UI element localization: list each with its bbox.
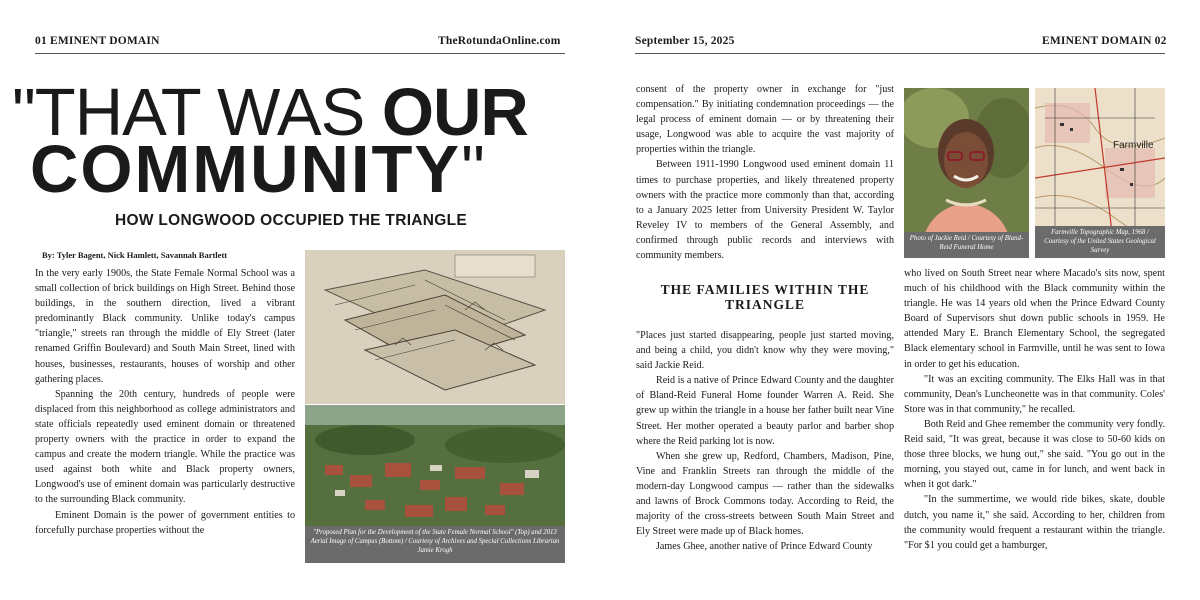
map-town-label: Farmville xyxy=(1113,140,1154,151)
headline-community: COMMUNITY xyxy=(30,132,462,207)
paragraph: Both Reid and Ghee remember the community very fondly. Reid said, "It was great, because it was close to 50-60 kids on those three blocks, we hung out," she said. "You go out in the morning, you stayed out, came in for lunch, and went back in when it got dark." xyxy=(904,418,1165,491)
campus-plan-sketch xyxy=(305,250,565,404)
reid-photo-caption: Photo of Jackie Reid / Courtesy of Bland-Reid Funeral Home xyxy=(904,232,1029,258)
article-column-2-top xyxy=(636,82,894,263)
paragraph: James Ghee, another native of Prince Edward County xyxy=(656,541,873,553)
header-rule xyxy=(635,53,1165,54)
paragraph: In the very early 1900s, the State Female Normal School was a small collection of brick buildings on High Street. Behind those buildings, in the southern direction, lived a vibrant predominantly Black community. Unlike today's campus "triangle," streets ran through the middle of Ely Street (later renamed Griffin Boulevard) and South Main Street, lined with houses, businesses, restaurants, houses of worship and other gathering places. xyxy=(35,268,295,385)
headline-line-2 xyxy=(30,132,590,207)
byline: By: Tyler Bagent, Nick Hamlett, Savannah Bartlett xyxy=(42,250,228,260)
site-url: TheRotundaOnline.com xyxy=(438,35,561,47)
article-column-2-bottom xyxy=(636,328,894,554)
map-caption: Farmville Topographic Map, 1968 / Courtesy of the United States Geological Survey xyxy=(1035,226,1165,258)
campus-plan-drawing xyxy=(305,250,565,404)
section-heading: THE FAMILIES WITHIN THE TRIANGLE xyxy=(660,282,870,312)
paragraph: "Places just started disappearing, people just started moving, and being a child, you didn't know why they were moving," said Jackie Reid. xyxy=(636,330,894,372)
date: September 15, 2025 xyxy=(635,35,735,47)
paragraph: When she grew up, Redford, Chambers, Madison, Pine, Vine and Franklin Streets ran through the middle of the modern-day Longwood campus — rather than the sidewalks and lawns of Brock Commons today. According to Reid, the majority of the cross-streets between South Main Street and Ely Street were made up of Black homes. xyxy=(636,450,894,538)
header-rule xyxy=(35,53,565,54)
headline-close-quote: " xyxy=(461,132,487,207)
paragraph: Between 1911-1990 Longwood used eminent domain 11 times to purchase properties, and likely threatened property owners with the practice more commonly than that, according to a January 2025 letter from University President W. Taylor Reveley IV to members of the General Assembly, and confirmed through public records and interviews with community members. xyxy=(636,159,894,262)
paragraph: Spanning the 20th century, hundreds of people were displaced from this neighborhood as college administrators and state officials repeatedly used eminent domain or threatened property owners with the practice in order to expand the campus and create the modern triangle. While the practice was used against both white and Black property owners, Longwood's use of eminent domain was particularly destructive to the surrounding Black community. xyxy=(35,388,295,506)
paragraph: "It was an exciting community. The Elks Hall was in that community, Dean's Luncheonette was in that community. Coles' Store was in that community," he recalled. xyxy=(904,373,1165,415)
paragraph: who lived on South Street near where Macado's sits now, spent much of his childhood with the Black community within the triangle. He was 14 years old when the Prince Edward County Board of Supervisors shut down public schools in 1959. He attended Mary E. Branch Elementary School, the segregated Black elementary school in Farmville, until he was sent to Iowa in order to get his education. xyxy=(904,268,1165,370)
paragraph: Eminent Domain is the power of government entities to forcefully purchase properties without the xyxy=(35,509,295,536)
page-header-left: 01 EMINENT DOMAIN xyxy=(35,35,160,47)
article-column-1 xyxy=(35,266,295,538)
page-header-right: EMINENT DOMAIN 02 xyxy=(1042,35,1167,47)
article-column-3 xyxy=(904,266,1165,553)
paragraph: Reid is a native of Prince Edward County and the daughter of Bland-Reid Funeral Home founder Warren A. Reid. She grew up within the triangle in a house her father built near Vine Street. Her mother operated a beauty parlor and barber shop where the Reid parking lot is now. xyxy=(636,375,894,447)
headline-thin: "THAT WAS xyxy=(12,75,382,150)
campus-caption: "Proposed Plan for the Development of the State Female Normal School" (Top) and 2013 Aerial Image of Campus (Bottom) / Courtesy of Archives and Special Collections Librarian Jamie Krogh xyxy=(305,526,565,563)
subheadline: HOW LONGWOOD OCCUPIED THE TRIANGLE xyxy=(115,212,468,229)
paragraph: consent of the property owner in exchange for "just compensation." By initiating condemnation proceedings — the legal process of eminent domain — or by threatening their usage, Longwood was able to acquire the vast majority of properties within the triangle. xyxy=(636,84,894,156)
headline-bold: OUR xyxy=(381,75,528,150)
paragraph: "In the summertime, we would ride bikes, skate, double dutch, you name it," she said. According to her, children from the community would frequent a restaurant within the triangle. "For $1 you could get a hamburger, xyxy=(904,494,1165,551)
